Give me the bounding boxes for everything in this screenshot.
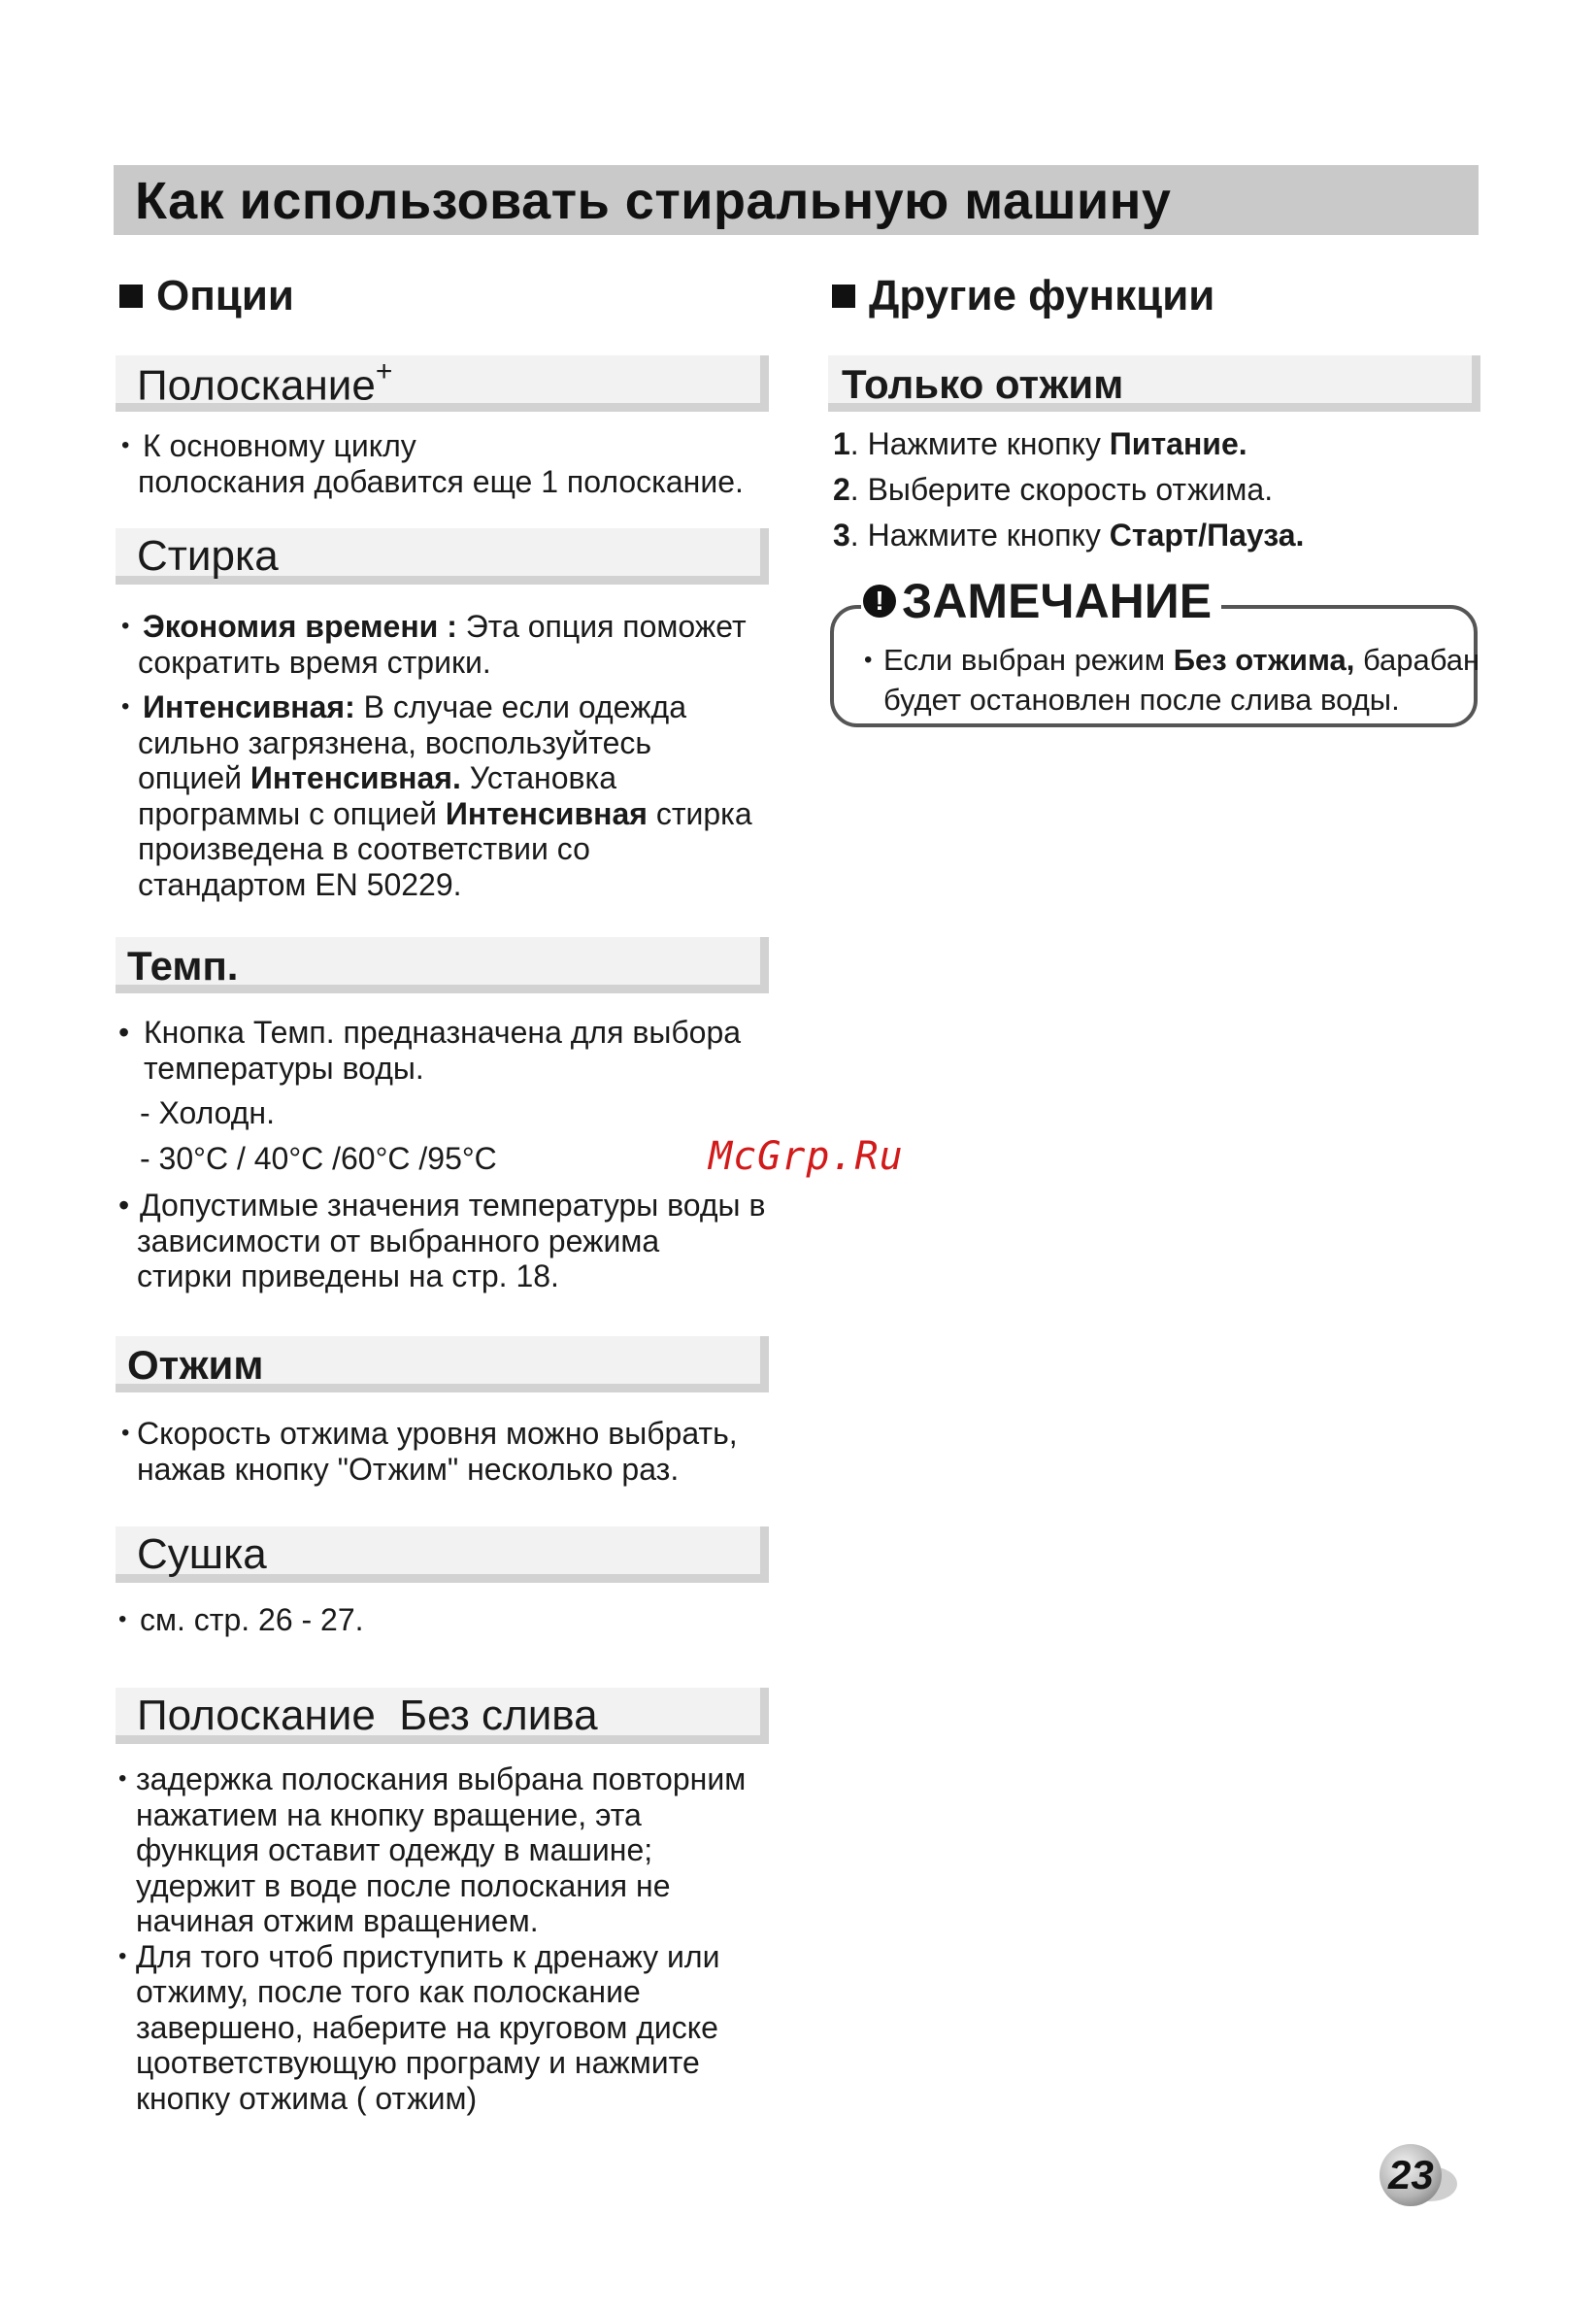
other-functions-heading: Другие функции — [832, 272, 1214, 320]
wash-title: Стирка — [137, 532, 279, 580]
spin-box — [116, 1336, 769, 1392]
temp-text: • Кнопка Темп. предназначена для выбора температуры воды. - Холодн. - 30°C / 40°C /60°C /95°C • Допустимые значения температуры воды в зависимости от выбранного режима стирки приведены на стр. 18. — [118, 1015, 765, 1294]
exclamation-icon: ! — [863, 585, 896, 618]
rinse-plus-title: Полоскание+ — [137, 355, 393, 410]
watermark: McGrp.Ru — [709, 1134, 904, 1179]
note-text: • Если выбран режим Без отжима, барабан будет остановлен после слива воды. — [864, 640, 1480, 720]
page-number: 23 — [1388, 2152, 1434, 2197]
page-title: Как использовать стиральную машину — [135, 172, 1172, 230]
rinse-hold-box — [116, 1688, 769, 1744]
rinse-hold-title: Полоскание Без слива — [137, 1692, 598, 1739]
temp-box — [116, 937, 769, 993]
square-bullet-icon — [832, 285, 855, 308]
dry-title: Сушка — [137, 1530, 267, 1578]
page-title-bar — [114, 165, 1479, 235]
dry-text: • см. стр. 26 - 27. — [118, 1602, 364, 1638]
spin-only-steps: 1. Нажмите кнопку Питание. 2. Выберите скорость отжима. 3. Нажмите кнопку Старт/Пауза. — [833, 426, 1305, 553]
square-bullet-icon — [119, 285, 143, 308]
spin-only-box — [828, 355, 1480, 412]
options-heading: Опции — [119, 272, 294, 320]
rinse-plus-box — [116, 355, 769, 412]
spin-title: Отжим — [127, 1342, 264, 1388]
note-heading: ! ЗАМЕЧАНИЕ — [861, 573, 1221, 629]
wash-box — [116, 528, 769, 585]
temp-title: Темп. — [127, 943, 239, 989]
spin-text: • Скорость отжима уровня можно выбрать, нажав кнопку "Отжим" несколько раз. — [121, 1416, 738, 1487]
rinse-plus-text: • К основному циклу полоскания добавится еще 1 полоскание. — [121, 428, 744, 499]
dry-box — [116, 1526, 769, 1583]
spin-only-title: Только отжим — [842, 361, 1124, 407]
wash-text: • Экономия времени : Эта опция поможет сократить время стрики. • Интенсивная: В случае если одежда сильно загрязнена, воспользуйтесь опцией Интенсивная. Установка программы с опцией Интенсивная стирка произведена в соответствии со стандартом EN 50229. — [121, 609, 752, 902]
rinse-hold-text: • задержка полоскания выбрана повторним нажатием на кнопку вращение, эта функция оставит одежду в машине; удержит в воде после полоскания не начиная отжим вращением. • Для того чтоб приступить к дренажу или отжиму, после того как полоскание завершено, наберите на круговом диске цоответствующую програму и нажмите кнопку отжима ( отжим) — [118, 1761, 746, 2116]
